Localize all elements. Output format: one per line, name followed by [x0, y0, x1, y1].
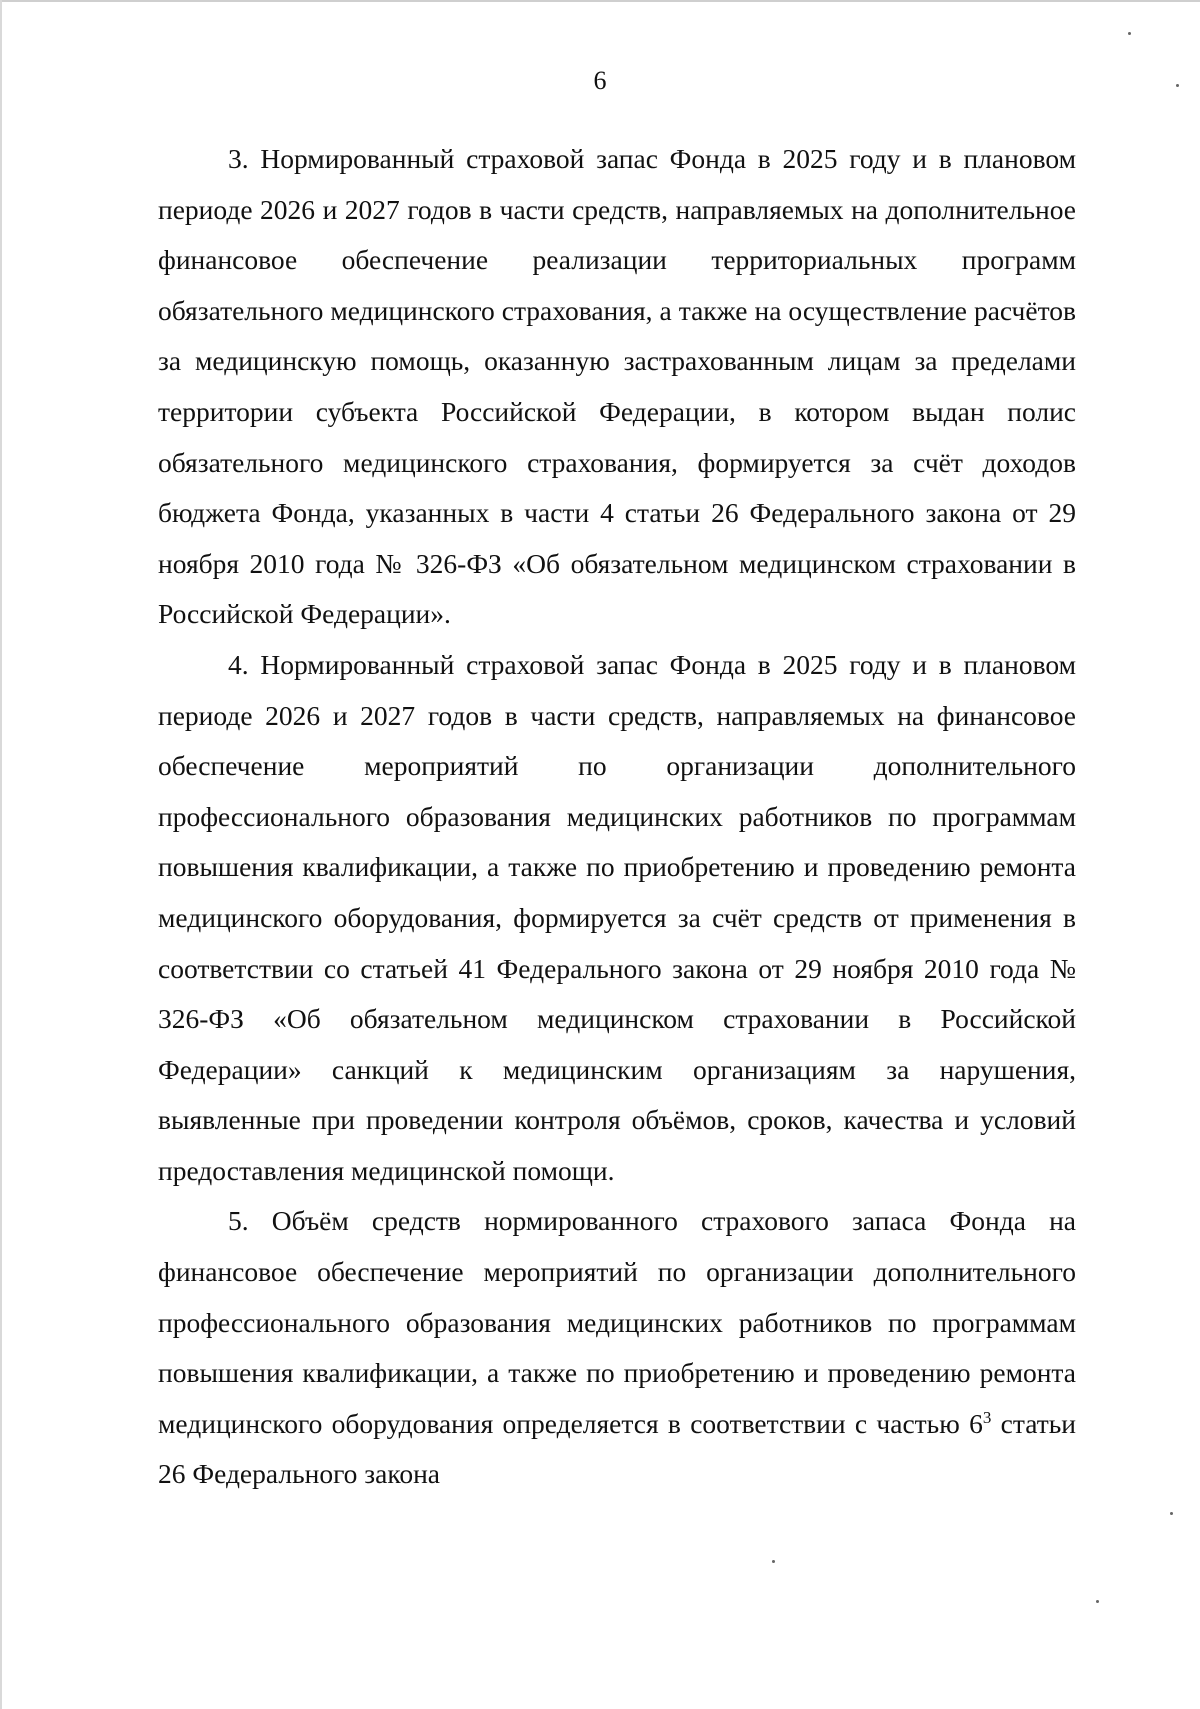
- scan-edge-left: [0, 0, 2, 1709]
- scan-speck: [1176, 84, 1179, 87]
- scan-speck: [1096, 1600, 1099, 1603]
- scan-speck: [1170, 1512, 1173, 1515]
- paragraph-5: [158, 1196, 1076, 1500]
- page-number: 6: [593, 66, 607, 95]
- paragraph-5-text-after: статьи 26 Федерального закона: [158, 1407, 1076, 1490]
- scan-speck: [1128, 32, 1131, 35]
- paragraph-3: 3. Нормированный страховой запас Фонда в 2025 году и в плановом периоде 2026 и 2027 годов в части средств, направляемых на дополнительное финансовое обеспечение реализации территориальных программ обязательного медицинского страхования, а также на осуществление расчётов за медицинскую помощь, оказанную застрахованным лицам за пределами территории субъекта Российской Федерации, в котором выдан полис обязательного медицинского страхования, формируется за счёт доходов бюджета Фонда, указанных в части 4 статьи 26 Федерального закона от 29 ноября 2010 года № 326-ФЗ «Об обязательном медицинском страховании в Российской Федерации».: [158, 143, 1076, 630]
- scan-edge-top: [0, 0, 1200, 2]
- paragraph-5-text-before: 5. Объём средств нормированного страхового запаса Фонда на финансовое обеспечение мероприятий по организации дополнительного профессионального образования медицинских работников по программам повышения квалификации, а также по приобретению и проведению ремонта медицинского оборудования определяется в соответствии с частью 6: [158, 1205, 1076, 1439]
- paragraph-4: 4. Нормированный страховой запас Фонда в 2025 году и в плановом периоде 2026 и 2027 годов в части средств, направляемых на финансовое обеспечение мероприятий по организации дополнительного профессионального образования медицинских работников по программам повышения квалификации, а также по приобретению и проведению ремонта медицинского оборудования, формируется за счёт средств от применения в соответствии со статьей 41 Федерального закона от 29 ноября 2010 года № 326-ФЗ «Об обязательном медицинском страховании в Российской Федерации» санкций к медицинским организациям за нарушения, выявленные при проведении контроля объёмов, сроков, качества и условий предоставления медицинской помощи.: [158, 648, 1076, 1186]
- document-body: [158, 134, 1076, 1500]
- paragraph-5-superscript: 3: [982, 1407, 992, 1427]
- scan-speck: [772, 1560, 775, 1563]
